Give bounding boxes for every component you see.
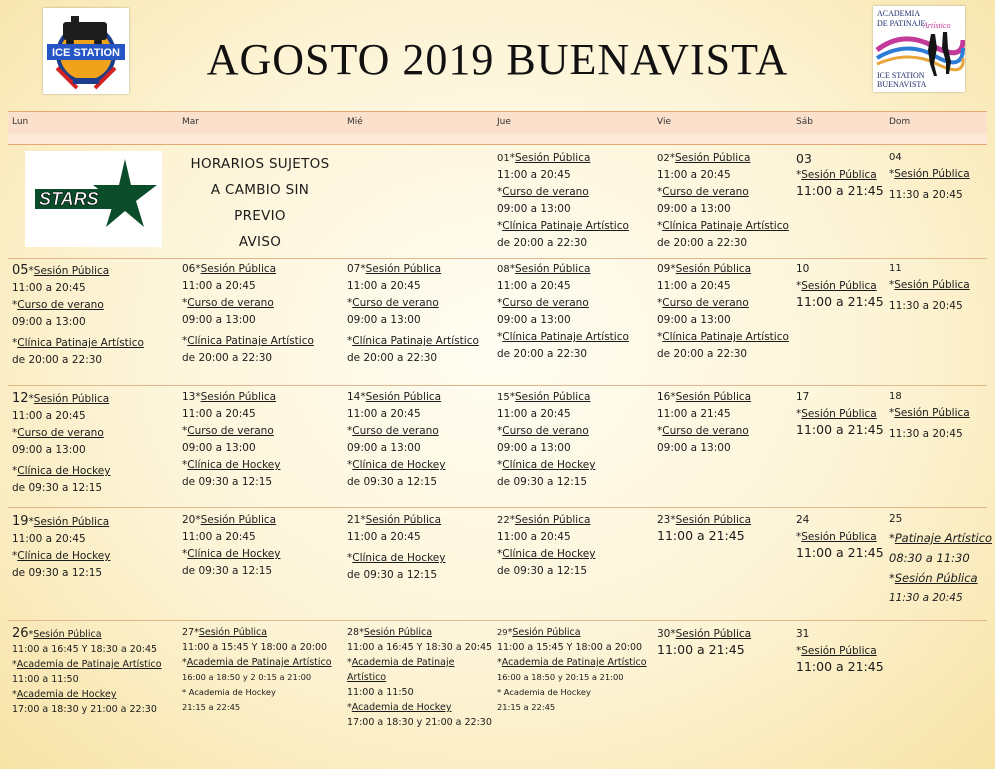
activity-name: Clínica de Hockey xyxy=(352,552,446,564)
schedule-line: 11:00 a 20:45 xyxy=(347,531,421,543)
schedule-line: *Sesión Pública xyxy=(796,531,877,543)
activity-name: Curso de verano xyxy=(187,425,274,437)
schedule-line: 11:00 a 11:50 xyxy=(347,687,414,698)
notice-line: PREVIO xyxy=(234,208,286,224)
schedule-line: *Academia de Patinaje Artístico xyxy=(12,659,162,670)
schedule-line: *Clínica de Hockey xyxy=(182,459,281,471)
activity-name: Sesión Pública xyxy=(675,628,752,640)
schedule-line: 09*Sesión Pública xyxy=(657,263,752,275)
weekday-label-jue: Jue xyxy=(497,117,511,127)
weekday-header xyxy=(8,111,987,135)
schedule-line: *Curso de verano xyxy=(497,425,589,437)
activity-name: Clínica Patinaje Artístico xyxy=(17,337,144,349)
schedule-line: 23*Sesión Pública xyxy=(657,514,752,526)
activity-name: Curso de verano xyxy=(502,425,589,437)
weekday-label-mie: Mié xyxy=(347,117,363,127)
activity-name: Academia de Hockey xyxy=(16,689,117,700)
schedule-line: 11:00 a 21:45 xyxy=(796,422,884,437)
schedule-line: de 09:30 a 12:15 xyxy=(12,567,103,579)
schedule-line: 11:00 a 21:45 xyxy=(796,294,884,309)
notice-line: AVISO xyxy=(238,234,282,250)
schedule-line: 09:00 a 13:00 xyxy=(497,314,571,326)
schedule-line: 06*Sesión Pública xyxy=(182,263,277,275)
schedule-line: 12*Sesión Pública xyxy=(12,391,110,406)
schedule-line: 11:00 a 20:45 xyxy=(497,408,571,420)
day-cell-19 xyxy=(12,513,110,582)
page-title: AGOSTO 2019 BUENAVISTA xyxy=(206,35,789,84)
schedule-line: 01 xyxy=(497,153,510,164)
schedule-line: 09:00 a 13:00 xyxy=(657,314,731,326)
schedule-line: *Sesión Pública xyxy=(889,168,970,180)
day-cell-26 xyxy=(12,626,162,717)
schedule-line: 11:00 a 20:45 xyxy=(182,280,256,292)
day-cell-10 xyxy=(796,261,884,308)
schedule-line: 09:00 a 13:00 xyxy=(657,442,731,454)
notice-line: HORARIOS SUJETOS xyxy=(190,156,330,172)
schedule-line: de 09:30 a 12:15 xyxy=(182,476,273,488)
schedule-line: 22 xyxy=(497,515,510,526)
day-cell-17 xyxy=(796,389,884,436)
schedule-line: de 09:30 a 12:15 xyxy=(12,482,103,494)
row-divider xyxy=(8,507,987,508)
schedule-line: 08:30 a 11:30 xyxy=(889,551,970,565)
schedule-line: 29 xyxy=(497,627,508,637)
activity-name: Sesión Pública xyxy=(675,391,752,403)
activity-name: Sesión Pública xyxy=(514,391,591,403)
schedule-line: 21*Sesión Pública xyxy=(347,514,442,526)
schedule-line: de 20:00 a 22:30 xyxy=(12,354,103,366)
schedule-line: *Curso de verano xyxy=(182,297,274,309)
activity-name: Curso de verano xyxy=(502,186,589,198)
schedule-line: 23 xyxy=(657,514,671,526)
day-cell-05 xyxy=(12,262,144,369)
schedule-line: *Curso de verano xyxy=(12,427,104,439)
activity-name: Sesión Pública xyxy=(801,645,877,657)
activity-name: Clínica de Hockey xyxy=(502,548,596,560)
schedule-line: *Curso de verano xyxy=(657,186,749,198)
schedule-line: 11:00 a 21:45 xyxy=(796,183,884,198)
schedule-line: 08*Sesión Pública xyxy=(497,263,591,275)
day-cell-25 xyxy=(889,511,992,608)
activity-name: Clínica Patinaje Artístico xyxy=(502,331,629,343)
activity-name: Academia de Patinaje Artístico xyxy=(16,659,162,670)
schedule-line: *Clínica Patinaje Artístico xyxy=(347,335,479,347)
activity-name: Sesión Pública xyxy=(674,152,751,164)
schedule-line: de 09:30 a 12:15 xyxy=(347,476,438,488)
activity-name: Sesión Pública xyxy=(365,391,442,403)
schedule-line: 11:00 a 20:45 xyxy=(12,533,86,545)
day-cell-04 xyxy=(889,149,970,204)
schedule-line: 11:30 a 20:45 xyxy=(889,428,963,440)
activity-name: Patinaje Artístico xyxy=(894,531,993,545)
day-cell-16 xyxy=(657,389,751,457)
day-cell-15 xyxy=(497,389,595,491)
schedule-line: 16 xyxy=(657,391,671,403)
schedule-line: 11:00 a 21:45 xyxy=(796,659,884,674)
schedule-line: *Clínica de Hockey xyxy=(347,459,446,471)
activity-name: Academia de Patinaje Artístico xyxy=(186,657,332,668)
academia-logo xyxy=(873,6,965,92)
schedule-line: 11:30 a 20:45 xyxy=(889,189,963,201)
schedule-line: *Sesión Pública xyxy=(796,645,877,657)
schedule-line: 11:00 a 20:45 xyxy=(657,169,731,181)
activity-name: Academia de Patinaje xyxy=(351,657,455,668)
schedule-line: 09:00 a 13:00 xyxy=(12,316,86,328)
schedule-line: *Sesión Pública xyxy=(889,571,978,585)
activity-name: Artístico xyxy=(347,672,387,683)
activity-name: Clínica Patinaje Artístico xyxy=(662,331,789,343)
schedule-line: *Curso de verano xyxy=(347,297,439,309)
schedule-line: *Sesión Pública xyxy=(889,407,970,419)
activity-name: Sesión Pública xyxy=(675,514,752,526)
schedule-line: 16*Sesión Pública xyxy=(657,391,752,403)
activity-name: Sesión Pública xyxy=(33,516,110,528)
day-cell-18 xyxy=(889,388,970,443)
schedule-line: 05*Sesión Pública xyxy=(12,263,110,278)
activity-name: Curso de verano xyxy=(17,427,104,439)
schedule-line: 22*Sesión Pública xyxy=(497,514,591,526)
schedule-line: 11:00 a 21:45 xyxy=(657,642,745,657)
schedule-line: *Clínica de Hockey xyxy=(497,459,596,471)
schedule-line: 11:00 a 20:45 xyxy=(497,531,571,543)
activity-name: Sesión Pública xyxy=(894,279,970,291)
schedule-line: 09:00 a 13:00 xyxy=(182,314,256,326)
schedule-line: de 20:00 a 22:30 xyxy=(497,237,588,249)
schedule-line: de 20:00 a 22:30 xyxy=(657,237,748,249)
schedule-line: 11:00 a 15:45 Y 18:00 a 20:00 xyxy=(182,642,328,653)
weekday-label-vie: Vie xyxy=(657,117,671,127)
schedule-line: 15*Sesión Pública xyxy=(497,391,591,403)
schedule-line: 26 xyxy=(12,626,29,641)
schedule-line: 02 xyxy=(657,153,670,164)
schedule-line: 15 xyxy=(497,392,510,403)
schedule-line: de 09:30 a 12:15 xyxy=(497,476,588,488)
schedule-line: 02*Sesión Pública xyxy=(657,152,751,164)
schedule-line: *Curso de verano xyxy=(497,297,589,309)
schedule-line: 19*Sesión Pública xyxy=(12,514,110,529)
stars-logo xyxy=(25,151,162,247)
schedule-line: 14 xyxy=(347,391,361,403)
day-cell-23 xyxy=(657,512,751,542)
day-cell-20 xyxy=(182,512,280,580)
schedule-line: de 20:00 a 22:30 xyxy=(497,348,588,360)
day-cell-30 xyxy=(657,626,751,656)
schedule-line: 19 xyxy=(12,514,29,529)
schedule-line: *Clínica de Hockey xyxy=(12,465,111,477)
schedule-line: 28*Sesión Pública xyxy=(347,627,433,638)
row-divider xyxy=(8,620,987,621)
activity-name: Clínica de Hockey xyxy=(17,465,111,477)
schedule-line: *Academia de Hockey xyxy=(12,689,117,700)
schedule-line: *Clínica Patinaje Artístico xyxy=(657,331,789,343)
activity-name: Clínica Patinaje Artístico xyxy=(187,335,314,347)
activity-name: Clínica Patinaje Artístico xyxy=(662,220,789,232)
activity-name: Sesión Pública xyxy=(894,571,978,585)
schedule-line: 09 xyxy=(657,263,671,275)
schedule-line: *Curso de verano xyxy=(347,425,439,437)
schedule-line: 24 xyxy=(796,514,810,526)
schedule-line: de 20:00 a 22:30 xyxy=(347,352,438,364)
schedule-line: de 20:00 a 22:30 xyxy=(182,352,273,364)
stars-logo-text: STARS xyxy=(39,189,99,209)
schedule-line: *Academia de Patinaje Artístico xyxy=(497,657,647,668)
schedule-line: 21:15 a 22:45 xyxy=(182,702,241,712)
schedule-line: 07 xyxy=(347,263,361,275)
schedule-line: 27 xyxy=(182,627,195,638)
activity-name: Sesión Pública xyxy=(801,169,877,181)
schedule-line: 17 xyxy=(796,391,810,403)
day-cell-31 xyxy=(796,626,884,673)
schedule-line: 11:00 a 20:45 xyxy=(347,280,421,292)
schedule-line: 11:30 a 20:45 xyxy=(889,300,963,312)
schedule-line: 09:00 a 13:00 xyxy=(497,203,571,215)
schedule-line: *Academia de Patinaje xyxy=(347,657,455,668)
schedule-line: 11:00 a 20:45 xyxy=(12,282,86,294)
schedule-line: 27*Sesión Pública xyxy=(182,627,268,638)
schedule-line: 09:00 a 13:00 xyxy=(182,442,256,454)
schedule-line: *Clínica Patinaje Artístico xyxy=(182,335,314,347)
schedule-line: * Academia de Hockey xyxy=(497,687,591,697)
schedule-line: 11:00 a 21:45 xyxy=(657,408,731,420)
schedule-line: *Sesión Pública xyxy=(796,408,877,420)
day-cell-24 xyxy=(796,512,884,559)
activity-name: Sesión Pública xyxy=(514,514,591,526)
schedule-line: *Clínica Patinaje Artístico xyxy=(497,331,629,343)
schedule-line: de 09:30 a 12:15 xyxy=(347,569,438,581)
schedule-line: 09:00 a 13:00 xyxy=(347,442,421,454)
row-divider xyxy=(8,385,987,386)
activity-name: Clínica de Hockey xyxy=(17,550,111,562)
schedule-line: *Clínica Patinaje Artístico xyxy=(12,337,144,349)
schedule-line: *Clínica de Hockey xyxy=(497,548,596,560)
schedule-line: *Clínica de Hockey xyxy=(182,548,281,560)
day-cell-09 xyxy=(657,261,789,363)
activity-name: Sesión Pública xyxy=(894,168,970,180)
activity-name: Curso de verano xyxy=(17,299,104,311)
schedule-line: *Curso de verano xyxy=(182,425,274,437)
schedule-line: 11:00 a 20:45 xyxy=(182,531,256,543)
activity-name: Clínica Patinaje Artístico xyxy=(352,335,479,347)
logo-left-text: ICE STATION xyxy=(51,47,121,59)
schedule-line: 16:00 a 18:50 y 20:15 a 21:00 xyxy=(497,672,624,682)
schedule-line: 11:00 a 20:45 xyxy=(497,280,571,292)
activity-name: Sesión Pública xyxy=(801,531,877,543)
activity-name: Sesión Pública xyxy=(200,391,277,403)
schedule-line: 13*Sesión Pública xyxy=(182,391,277,403)
activity-name: Sesión Pública xyxy=(512,627,581,638)
day-cell-27 xyxy=(182,625,332,715)
activity-name: Sesión Pública xyxy=(514,152,591,164)
schedule-line: *Curso de verano xyxy=(12,299,104,311)
weekday-label-sab: Sáb xyxy=(796,117,813,127)
row-divider xyxy=(8,258,987,259)
logo-right-line3: ICE STATION xyxy=(877,71,925,80)
schedule-line: 26*Sesión Pública xyxy=(12,626,102,641)
schedule-line: 11:00 a 20:45 xyxy=(347,408,421,420)
schedule-line: 17:00 a 18:30 y 21:00 a 22:30 xyxy=(12,704,157,715)
schedule-line: *Curso de verano xyxy=(657,425,749,437)
schedule-line: de 09:30 a 12:15 xyxy=(497,565,588,577)
day-cell-22 xyxy=(497,512,595,580)
schedule-line: 11:00 a 20:45 xyxy=(182,408,256,420)
schedule-line: 29*Sesión Pública xyxy=(497,627,581,638)
activity-name: Sesión Pública xyxy=(363,627,433,638)
activity-name: Sesión Pública xyxy=(200,263,277,275)
day-cell-02 xyxy=(657,150,789,252)
schedule-line: 07*Sesión Pública xyxy=(347,263,442,275)
schedule-line: 05 xyxy=(12,263,29,278)
schedule-line: 20 xyxy=(182,514,196,526)
schedule-line: 11:30 a 20:45 xyxy=(889,592,963,604)
schedule-line: de 20:00 a 22:30 xyxy=(657,348,748,360)
activity-name: Sesión Pública xyxy=(675,263,752,275)
day-cell-12 xyxy=(12,390,110,497)
activity-name: Sesión Pública xyxy=(200,514,277,526)
schedule-line: 30*Sesión Pública xyxy=(657,628,752,640)
activity-name: Sesión Pública xyxy=(514,263,591,275)
schedule-line: 11:00 a 20:45 xyxy=(12,410,86,422)
schedule-line: 03 xyxy=(796,151,812,166)
schedule-line: *Patinaje Artístico xyxy=(889,531,993,545)
schedule-line: 30 xyxy=(657,628,671,640)
schedule-line: 08 xyxy=(497,264,510,275)
activity-name: Clínica de Hockey xyxy=(502,459,596,471)
schedule-line: 10 xyxy=(796,263,810,275)
day-cell-13 xyxy=(182,389,280,491)
activity-name: Curso de verano xyxy=(352,425,439,437)
schedule-line: *Clínica Patinaje Artístico xyxy=(497,220,629,232)
schedule-notice xyxy=(170,151,350,255)
day-cell-07 xyxy=(347,261,479,367)
schedule-line: *Sesión Pública xyxy=(796,280,877,292)
day-cell-03 xyxy=(796,150,884,197)
activity-name: Clínica de Hockey xyxy=(352,459,446,471)
schedule-line: 21 xyxy=(347,514,361,526)
weekday-label-dom: Dom xyxy=(889,117,911,127)
schedule-line: 11:00 a 16:45 Y 18:30 a 20:45 xyxy=(347,642,493,653)
activity-name: Sesión Pública xyxy=(198,627,268,638)
schedule-line: *Academia de Patinaje Artístico xyxy=(182,657,332,668)
schedule-line: 12 xyxy=(12,391,29,406)
schedule-line: 04 xyxy=(889,152,902,163)
logo-right-line4: BUENAVISTA xyxy=(877,80,927,89)
activity-name: Sesión Pública xyxy=(365,263,442,275)
schedule-line: 11:00 a 20:45 xyxy=(657,280,731,292)
weekday-label-mar: Mar xyxy=(182,117,199,127)
activity-name: Curso de verano xyxy=(187,297,274,309)
logo-right-script: Artístico xyxy=(923,21,951,30)
weekday-label-lun: Lun xyxy=(12,117,29,127)
schedule-line: 11:00 a 11:50 xyxy=(12,674,79,685)
schedule-line: *Sesión Pública xyxy=(889,279,970,291)
activity-name: Sesión Pública xyxy=(33,629,102,640)
activity-name: Academia de Hockey xyxy=(351,702,452,713)
schedule-line: *Academia de Hockey xyxy=(347,702,452,713)
activity-name: Sesión Pública xyxy=(33,265,110,277)
activity-name: Clínica de Hockey xyxy=(187,459,281,471)
day-cell-06 xyxy=(182,261,314,367)
schedule-line: 18 xyxy=(889,391,902,402)
day-cell-01 xyxy=(497,150,629,252)
schedule-line: 09:00 a 13:00 xyxy=(657,203,731,215)
schedule-line: 09:00 a 13:00 xyxy=(12,444,86,456)
schedule-line: 25 xyxy=(889,513,903,525)
activity-name: Academia de Patinaje Artístico xyxy=(501,657,647,668)
ice-station-logo xyxy=(43,8,129,94)
schedule-line: *Curso de verano xyxy=(497,186,589,198)
activity-name: Sesión Pública xyxy=(801,280,877,292)
schedule-line: 01*Sesión Pública xyxy=(497,152,591,164)
schedule-line: *Sesión Pública xyxy=(796,169,877,181)
schedule-line: 09:00 a 13:00 xyxy=(347,314,421,326)
logo-right-line1: ACADEMIA xyxy=(877,9,921,18)
day-cell-29 xyxy=(497,625,647,715)
schedule-line: 16:00 a 18:50 y 2 0:15 a 21:00 xyxy=(182,672,312,682)
schedule-line: 06 xyxy=(182,263,196,275)
activity-name: Curso de verano xyxy=(662,425,749,437)
schedule-line: *Clínica Patinaje Artístico xyxy=(657,220,789,232)
schedule-line: 21:15 a 22:45 xyxy=(497,702,556,712)
schedule-line: 17:00 a 18:30 y 21:00 a 22:30 xyxy=(347,717,492,728)
schedule-line: *Curso de verano xyxy=(657,297,749,309)
day-cell-28 xyxy=(347,625,492,730)
logo-right-line2: DE PATINAJE xyxy=(877,19,926,28)
activity-name: Clínica Patinaje Artístico xyxy=(502,220,629,232)
schedule-line: *Clínica de Hockey xyxy=(347,552,446,564)
schedule-line: 11:00 a 20:45 xyxy=(497,169,571,181)
day-cell-21 xyxy=(347,512,445,584)
schedule-line: *Clínica de Hockey xyxy=(12,550,111,562)
schedule-line: 11:00 a 21:45 xyxy=(657,528,745,543)
activity-name: Sesión Pública xyxy=(33,393,110,405)
schedule-line: 20*Sesión Pública xyxy=(182,514,277,526)
activity-name: Clínica de Hockey xyxy=(187,548,281,560)
day-cell-11 xyxy=(889,260,970,315)
schedule-line: 11:00 a 16:45 Y 18:30 a 20:45 xyxy=(12,644,158,655)
activity-name: Curso de verano xyxy=(662,186,749,198)
activity-name: Curso de verano xyxy=(352,297,439,309)
notice-line: A CAMBIO SIN xyxy=(210,182,310,198)
schedule-line: 31 xyxy=(796,628,810,640)
schedule-line: 11:00 a 15:45 Y 18:00 a 20:00 xyxy=(497,642,643,653)
schedule-line: 09:00 a 13:00 xyxy=(497,442,571,454)
schedule-line: 28 xyxy=(347,627,360,638)
activity-name: Sesión Pública xyxy=(894,407,970,419)
schedule-line: 14*Sesión Pública xyxy=(347,391,442,403)
activity-name: Sesión Pública xyxy=(365,514,442,526)
activity-name: Curso de verano xyxy=(502,297,589,309)
schedule-line: 11:00 a 21:45 xyxy=(796,545,884,560)
activity-name: Curso de verano xyxy=(662,297,749,309)
day-cell-14 xyxy=(347,389,445,491)
schedule-line: 11 xyxy=(889,263,902,274)
schedule-line: 13 xyxy=(182,391,196,403)
day-cell-08 xyxy=(497,261,629,363)
header-band xyxy=(8,134,987,145)
schedule-line: * Academia de Hockey xyxy=(182,687,276,697)
activity-name: Sesión Pública xyxy=(801,408,877,420)
schedule-line: de 09:30 a 12:15 xyxy=(182,565,273,577)
